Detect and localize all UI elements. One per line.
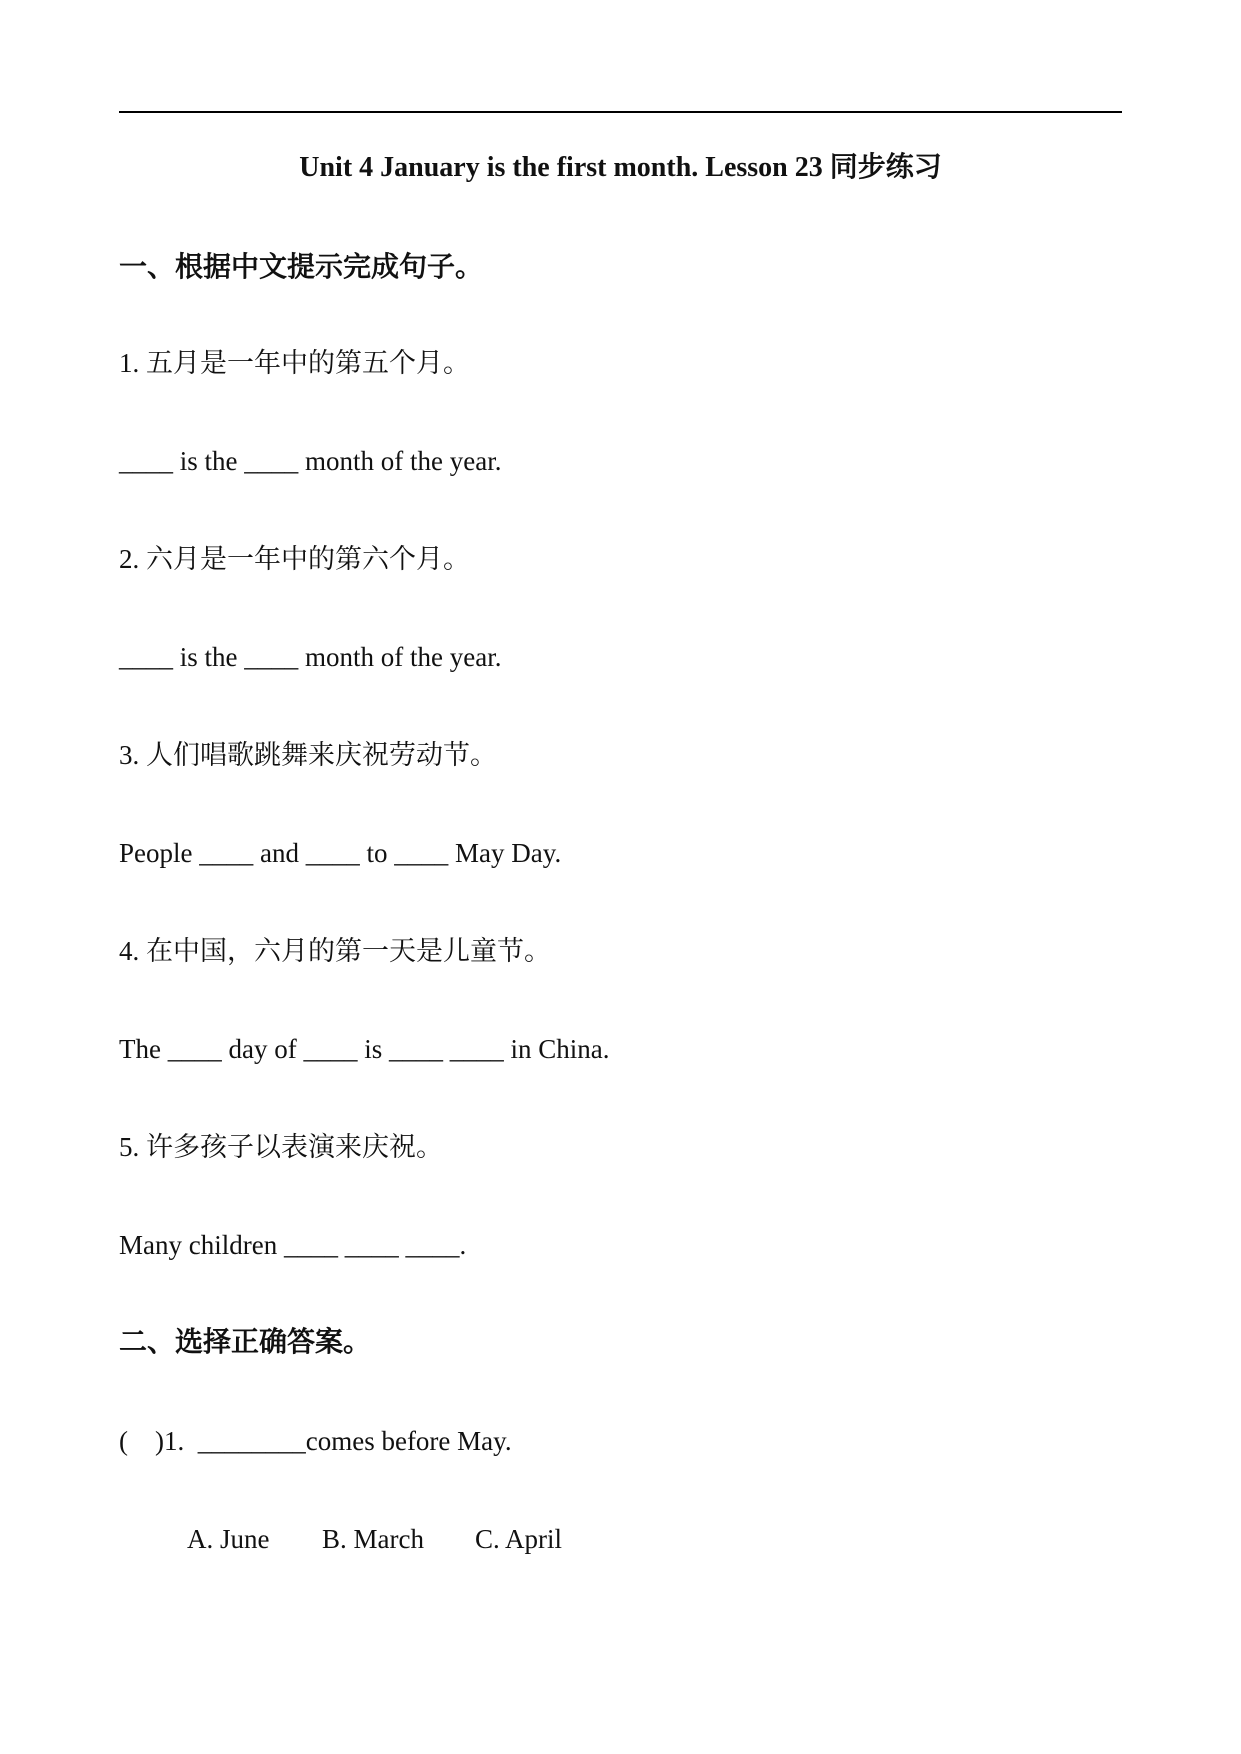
- section-1-heading: 一、根据中文提示完成句子。: [119, 252, 484, 283]
- question-3-sentence: People ____ and ____ to ____ May Day.: [119, 838, 562, 868]
- option-c: C. April: [475, 1524, 563, 1554]
- question-5-sentence: Many children ____ ____ ____.: [119, 1230, 467, 1260]
- question-4-sentence: The ____ day of ____ is ____ ____ in China.: [119, 1034, 610, 1064]
- question-2-sentence: ____ is the ____ month of the year.: [119, 642, 502, 672]
- header-rule: [119, 111, 1122, 113]
- question-1-sentence: ____ is the ____ month of the year.: [119, 446, 502, 476]
- option-b: B. March: [322, 1524, 424, 1554]
- choice-question-1-options: [187, 1519, 562, 1559]
- question-1-prompt: 1. 五月是一年中的第五个月。: [119, 348, 470, 378]
- choice-question-1: ( )1. ________comes before May.: [119, 1426, 512, 1456]
- question-4-prompt: 4. 在中国，六月的第一天是儿童节。: [119, 936, 551, 966]
- section-2-heading: 二、选择正确答案。: [119, 1327, 372, 1358]
- option-a: A. June: [187, 1524, 270, 1554]
- question-3-prompt: 3. 人们唱歌跳舞来庆祝劳动节。: [119, 740, 497, 770]
- question-2-prompt: 2. 六月是一年中的第六个月。: [119, 544, 470, 574]
- page-title: Unit 4 January is the first month. Lesson 23 同步练习: [299, 152, 942, 183]
- question-5-prompt: 5. 许多孩子以表演来庆祝。: [119, 1132, 443, 1162]
